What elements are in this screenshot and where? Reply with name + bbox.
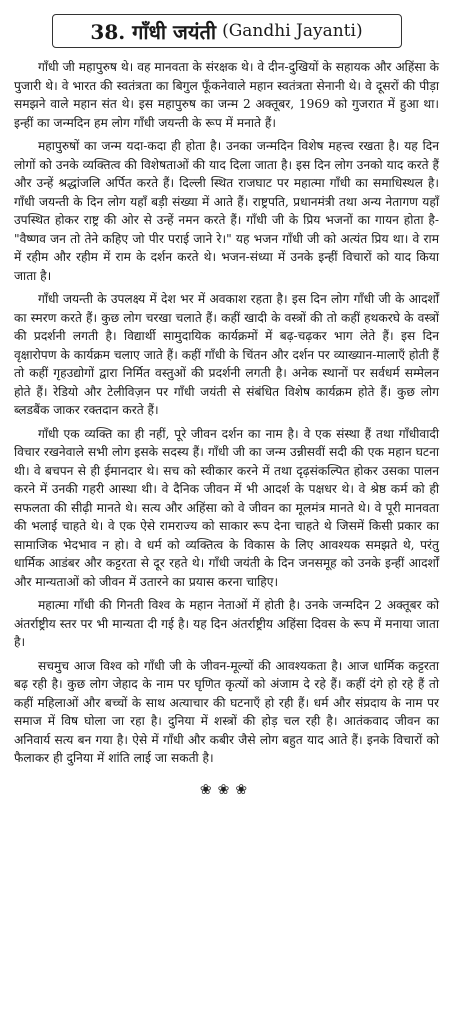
title-hindi: 38. गाँधी जयंती (90, 19, 217, 44)
essay-title (52, 14, 402, 48)
flower-ornament-icon: ❀❀❀ (199, 781, 254, 798)
essay-body (14, 58, 439, 768)
paragraph-6: सचमुच आज विश्व को गाँधी जी के जीवन-मूल्यों की आवश्यकता है। आज धार्मिक कट्टरता बढ़ रही है। कुछ लोग जेहाद के नाम पर घृणित कृत्यों को अंजाम दे रहे हैं। कहीं दंगे हो रहे हैं तो कहीं महिलाओं और बच्चों के साथ अत्याचार की घटनाएँ हो रही हैं। धर्म और संप्रदाय के नाम पर समाज में विष घोला जा रहा है। दुनिया में शस्त्रों की होड़ चल रही है। आतंकवाद जीवन का अनिवार्य सत्य बन गया है। ऐसे में गाँधी और कबीर जैसे लोग बहुत याद आते हैं। इनके विचारों को फैलाकर ही दुनिया में शांति लाई जा सकती है। (14, 658, 439, 765)
paragraph-5: महात्मा गाँधी की गिनती विश्व के महान नेताओं में होती है। उनके जन्मदिन 2 अक्तूबर को अंतर्राष्ट्रीय स्तर पर भी मान्यता दी गई है। यह दिन अंतर्राष्ट्रीय अहिंसा दिवस के रूप में मनाया जाता है। (14, 598, 439, 649)
paragraph-4: गाँधी एक व्यक्ति का ही नहीं, पूरे जीवन दर्शन का नाम है। वे एक संस्था हैं तथा गाँधीवादी विचार रखनेवाले सभी लोग इसके सदस्य हैं। गाँधी जी का जन्म उन्नीसवीं सदी की एक महान घटना थी। वे बचपन से ही ईमानदार थे। सच को स्वीकार करने में तथा दृढ़संकल्पित होकर उसका पालन करने में उनकी गहरी आस्था थी। वे दैनिक जीवन में भी आदर्श के पक्षधर थे। वे श्रेष्ठ कर्म को ही सफलता की सीढ़ी मानते थे। सत्य और अहिंसा को वे जीवन का मूलमंत्र मानते थे। वे पूरी मानवता की भलाई चाहते थे। वे एक ऐसे रामराज्य को साकार रूप देना चाहते थे जिसमें किसी प्रकार का सामाजिक भेदभाव न हो। वे धर्म को व्यक्तित्व के विकास के लिए आवश्यक समझते थे, परंतु धार्मिक आडंबर और कट्टरता से दूर रहते थे। गाँधी जयंती के दिन जनसमूह को उनके इन्हीं आदर्शों और मान्यताओं को जीवन में उतारने का प्रयास करना चाहिए। (14, 426, 439, 589)
paragraph-3: गाँधी जयन्ती के उपलक्ष्य में देश भर में अवकाश रहता है। इस दिन लोग गाँधी जी के आदर्शों का स्मरण करते हैं। कुछ लोग चरखा चलाते हैं। कहीं खादी के वस्त्रों की तो कहीं हथकरघे के वस्त्रों की प्रदर्शनी लगती है। विद्यार्थी सामुदायिक कार्यक्रमों में बढ़-चढ़कर भाग लेते हैं। इस दिन वृक्षारोपण के कार्यक्रम चलाए जाते हैं। कहीं गाँधी के चिंतन और दर्शन पर व्याख्यान-मालाएँ होती हैं तो कहीं गृहउद्योगों द्वारा निर्मित वस्तुओं की प्रदर्शनी लगती है। अनेक स्थानों पर सर्वधर्म सम्मेलन होते हैं। रेडियो और टेलीविज़न पर गाँधी जयंती से संबंधित विशेष कार्यक्रम होते हैं। कुछ लोग ब्लडबैंक जाकर रक्तदान करते हैं। (14, 292, 439, 417)
paragraph-2: महापुरुषों का जन्म यदा-कदा ही होता है। उनका जन्मदिन विशेष महत्त्व रखता है। यह दिन लोगों को उनके व्यक्तित्व की विशेषताओं की याद दिला जाता है। इस दिन लोग उनको याद करते हैं और उन्हें श्रद्धांजलि अर्पित करते हैं। दिल्ली स्थित राजघाट पर महात्मा गाँधी का समाधिस्थल है। गाँधी जयन्ती के दिन लोग यहाँ बड़ी संख्या में आते हैं। राष्ट्रपति, प्रधानमंत्री तथा अन्य नेतागण यहाँ उपस्थित होकर राष्ट्र की ओर से उन्हें नमन करते हैं। गाँधी जी के प्रिय भजनों का गायन होता है-"वैष्णव जन तो तेने कहिए जो पीर पराई जाने रे।" यह भजन गाँधी जी को अत्यंत प्रिय था। वे राम में रहीम और रहीम में राम के दर्शन करते थे। भजन-संध्या में उनके इन्हीं विचारों को याद किया जाता है। (14, 139, 439, 283)
title-english: (Gandhi Jayanti) (222, 21, 363, 41)
paragraph-1: गाँधी जी महापुरुष थे। वह मानवता के संरक्षक थे। वे दीन-दुखियों के सहायक और अहिंसा के पुजारी थे। वे भारत की स्वतंत्रता का बिगुल फूँकनेवाले महान स्वतंत्रता सेनानी थे। वे दूसरों की पीड़ा समझने वाले महान संत थे। इस महापुरुष का जन्म 2 अक्तूबर, 1969 को गुजरात में हुआ था। इन्हीं का जन्मदिन हम लोग गाँधी जयन्ती के रूप में मनाते हैं। (14, 60, 439, 130)
